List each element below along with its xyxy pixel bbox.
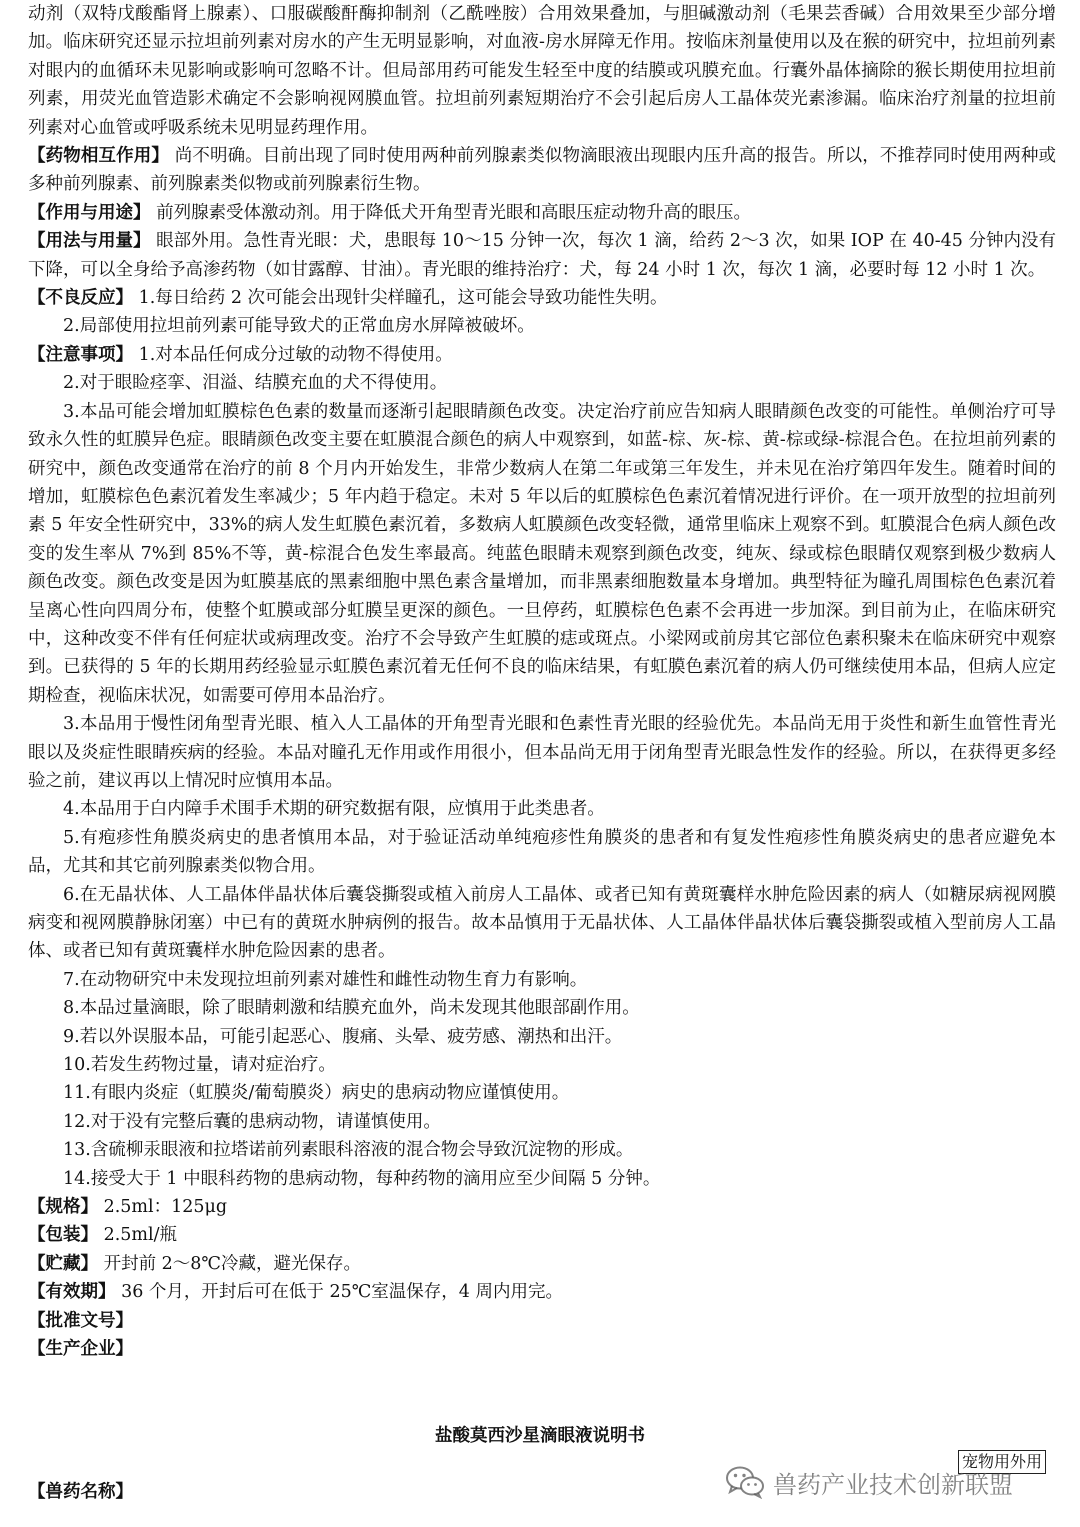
section-label: 【作用与用途】 xyxy=(28,202,151,223)
section-dosage xyxy=(28,227,1056,284)
section-text: 尚不明确。目前出现了同时使用两种前列腺素类似物滴眼液出现眼内压升高的报告。所以，不推荐同时使用两种或多种前列腺素、前列腺素类似物或前列腺素衍生物。 xyxy=(28,146,1057,195)
section-drug-interaction xyxy=(28,142,1056,199)
list-item: 10.若发生药物过量，请对症治疗。 xyxy=(63,1055,336,1076)
section-adverse-reactions xyxy=(28,284,1056,312)
list-item: 2.对于眼睑痉挛、泪溢、结膜充血的犬不得使用。 xyxy=(63,373,448,394)
document-body xyxy=(28,0,1056,1364)
section-manufacturer xyxy=(28,1335,1056,1363)
section-expiry xyxy=(28,1278,1056,1306)
section-text: 开封前 2～8℃冷藏，避光保存。 xyxy=(98,1253,361,1274)
list-item: 3.本品可能会增加虹膜棕色色素的数量而逐渐引起眼睛颜色改变。决定治疗前应告知病人眼睛颜色改变的可能性。单侧治疗可导致永久性的虹膜异色症。眼睛颜色改变主要在虹膜混合颜色的病人中观察到，如蓝-棕、灰-棕、黄-棕或绿-棕混合色。在拉坦前列素的研究中，颜色改变通常在治疗的前 8 个月内开始发生，非常少数病人在第二年或第三年发生，并未见在治疗第四年发生。随着时间的增加，虹膜棕色色素沉着发生率减少；5 年内趋于稳定。未对 5 年以后的虹膜棕色色素沉着情况进行评价。在一项开放型的拉坦前列素 5 年安全性研究中，33%的病人发生虹膜色素沉着，多数病人虹膜颜色改变轻微，通常里临床上观察不到。虹膜混合色病人颜色改变的发生率从 7%到 85%不等，黄-棕混合色发生率最高。纯蓝色眼睛未观察到颜色改变，纯灰、绿或棕色眼睛仅观察到极少数病人颜色改变。颜色改变是因为虹膜基底的黑素细胞中黑色素含量增加，而非黑素细胞数量本身增加。典型特征为瞳孔周围棕色色素沉着呈离心性向四周分布，使整个虹膜或部分虹膜呈更深的颜色。一旦停药，虹膜棕色色素不会再进一步加深。到目前为止，在临床研究中，这种改变不伴有任何症状或病理改变。治疗不会导致产生虹膜的痣或斑点。小梁网或前房其它部位色素积聚未在临床研究中观察到。已获得的 5 年的长期用药经验显示虹膜色素沉着无任何不良的临床结果，有虹膜色素沉着的病人仍可继续使用本品，但病人应定期检查，视临床状况，如需要可停用本品治疗。 xyxy=(28,401,1056,706)
section-text: 前列腺素受体激动剂。用于降低犬开角型青光眼和高眼压症动物升高的眼压。 xyxy=(150,202,752,223)
section-text: 36 个月，开封后可在低于 25℃室温保存，4 周内用完。 xyxy=(115,1282,563,1303)
section-text: 2.5ml：125μg xyxy=(98,1197,228,1218)
watermark-text: 兽药产业技术创新联盟 xyxy=(773,1470,1013,1499)
section-label: 【用法与用量】 xyxy=(28,231,151,252)
section-label: 【有效期】 xyxy=(28,1282,116,1303)
section-specification xyxy=(28,1193,1056,1221)
section-text: 眼部外用。急性青光眼：犬，患眼每 10～15 分钟一次，每次 1 滴，给药 2～3 次，如果 IOP 在 40-45 分钟内没有下降，可以全身给予高渗药物（如甘露醇、甘油）。青光眼的维持治疗：犬，每 24 小时 1 次，每次 1 滴，必要时每 12 小时 1 次。 xyxy=(28,231,1056,280)
section-label: 【批准文号】 xyxy=(28,1310,133,1331)
section-label: 【药物相互作用】 xyxy=(28,146,170,167)
section-text: 2.5ml/瓶 xyxy=(98,1225,177,1246)
list-item: 4.本品用于白内障手术围手术期的研究数据有限，应慎用于此类患者。 xyxy=(63,799,605,820)
list-item: 3.本品用于慢性闭角型青光眼、植入人工晶体的开角型青光眼和色素性青光眼的经验优先。本品尚无用于炎性和新生血管性青光眼以及炎症性眼睛疾病的经验。本品对瞳孔无作用或作用很小，但本品尚无用于闭角型青光眼急性发作的经验。所以，在获得更多经验之前，建议再以上情况时应慎用本品。 xyxy=(28,714,1056,791)
section-packaging xyxy=(28,1221,1056,1249)
list-item: 1.每日给药 2 次可能会出现针尖样瞳孔，这可能会导致功能性失明。 xyxy=(133,288,668,309)
section-label: 【生产企业】 xyxy=(28,1339,133,1360)
list-item: 13.含硫柳汞眼液和拉塔诺前列素眼科溶液的混合物会导致沉淀物的形成。 xyxy=(63,1140,634,1161)
section-storage xyxy=(28,1250,1056,1278)
section-drug-name-label: 【兽药名称】 xyxy=(28,1482,133,1502)
list-item: 14.接受大于 1 中眼科药物的患病动物，每种药物的滴用应至少间隔 5 分钟。 xyxy=(63,1168,661,1189)
list-item: 11.有眼内炎症（虹膜炎/葡萄膜炎）病史的患病动物应谨慎使用。 xyxy=(63,1083,570,1104)
section-label: 【不良反应】 xyxy=(28,288,133,309)
list-item: 6.在无晶状体、人工晶体伴晶状体后囊袋撕裂或植入前房人工晶体、或者已知有黄斑囊样水肿危险因素的病人（如糖尿病视网膜病变和视网膜静脉闭塞）中已有的黄斑水肿病例的报告。故本品慎用于无晶状体、人工晶体伴晶状体后囊袋撕裂或植入型前房人工晶体、或者已知有黄斑囊样水肿危险因素的患者。 xyxy=(28,884,1056,962)
usage-tag: 宠物用外用 xyxy=(958,1450,1046,1474)
list-item: 12.对于没有完整后囊的患病动物，请谨慎使用。 xyxy=(63,1111,441,1132)
section-label: 【注意事项】 xyxy=(28,344,133,365)
section-approval-number xyxy=(28,1307,1056,1335)
section-label: 【包装】 xyxy=(28,1225,98,1246)
list-item: 1.对本品任何成分过敏的动物不得使用。 xyxy=(133,344,453,365)
list-item: 5.有疱疹性角膜炎病史的患者慎用本品，对于验证活动单纯疱疹性角膜炎的患者和有复发性疱疹性角膜炎病史的患者应避免本品，尤其和其它前列腺素类似物合用。 xyxy=(28,827,1056,877)
list-item: 9.若以外误服本品，可能引起恶心、腹痛、头晕、疲劳感、潮热和出汗。 xyxy=(63,1026,623,1047)
section-label: 【规格】 xyxy=(28,1197,98,1218)
wechat-icon xyxy=(725,1465,765,1499)
next-document-title: 盐酸莫西沙星滴眼液说明书 xyxy=(435,1426,645,1446)
list-item: 7.在动物研究中未发现拉坦前列素对雄性和雌性动物生育力有影响。 xyxy=(63,969,588,990)
section-precautions xyxy=(28,341,1056,369)
list-item: 8.本品过量滴眼，除了眼睛刺激和结膜充血外，尚未发现其他眼部副作用。 xyxy=(63,998,640,1019)
paragraph-pharmacology-continued: 动剂（双特戊酸酯肾上腺素）、口服碳酸酐酶抑制剂（乙酰唑胺）合用效果叠加，与胆碱激动剂（毛果芸香碱）合用效果至少部分增加。临床研究还显示拉坦前列素对房水的产生无明显影响，对血液-房水屏障无作用。按临床剂量使用以及在猴的研究中，拉坦前列素对眼内的血循环未见影响或影响可忽略不计。但局部用药可能发生轻至中度的结膜或巩膜充血。行囊外晶体摘除的猴长期使用拉坦前列素，用荧光血管造影术确定不会影响视网膜血管。拉坦前列素短期治疗不会引起后房人工晶体荧光素渗漏。临床治疗剂量的拉坦前列素对心血管或呼吸系统未见明显药理作用。 xyxy=(28,4,1056,138)
list-item: 2.局部使用拉坦前列素可能导致犬的正常血房水屏障被破坏。 xyxy=(63,316,535,337)
watermark xyxy=(725,1462,1013,1502)
section-function-use xyxy=(28,199,1056,227)
section-label: 【贮藏】 xyxy=(28,1253,98,1274)
